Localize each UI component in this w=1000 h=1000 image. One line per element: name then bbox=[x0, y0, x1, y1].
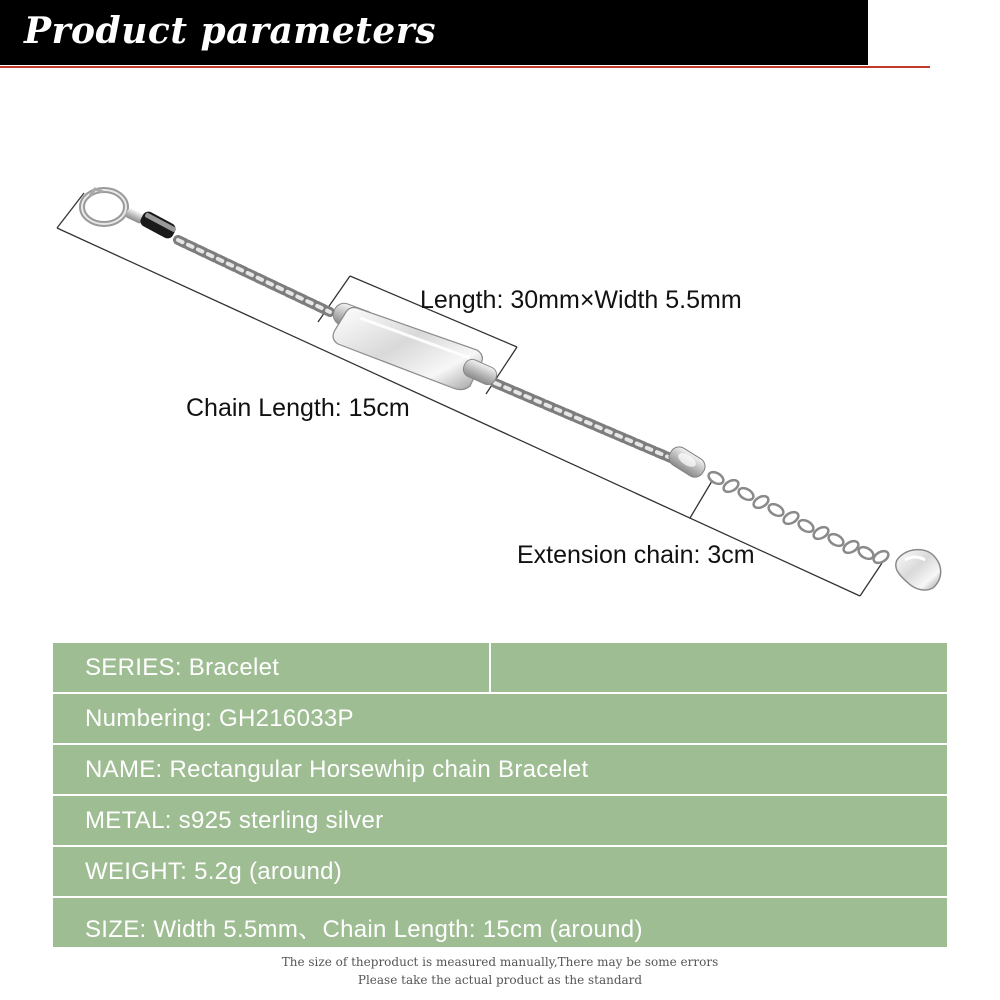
param-numbering: Numbering: GH216033P bbox=[85, 705, 354, 732]
extension-chain-label: Extension chain: 3cm bbox=[517, 541, 755, 569]
param-size: SIZE: Width 5.5mm、Chain Length: 15cm (around) bbox=[85, 916, 643, 943]
param-row-metal bbox=[53, 796, 947, 845]
param-metal: METAL: s925 sterling silver bbox=[85, 807, 384, 834]
param-row-numbering bbox=[53, 694, 947, 743]
dimension-lines bbox=[57, 193, 882, 596]
param-weight: WEIGHT: 5.2g (around) bbox=[85, 858, 343, 885]
param-row-name bbox=[53, 745, 947, 794]
param-row-series bbox=[53, 643, 947, 692]
heart-charm-icon bbox=[896, 550, 941, 590]
parameters-table bbox=[53, 643, 947, 949]
length-width-label: Length: 30mm×Width 5.5mm bbox=[420, 286, 742, 314]
param-row-size bbox=[53, 898, 947, 947]
param-series: SERIES: Bracelet bbox=[85, 654, 280, 681]
disclaimer-line-1: The size of theproduct is measured manually,There may be some errors bbox=[281, 955, 719, 969]
extension-connector bbox=[666, 443, 709, 480]
param-row-weight bbox=[53, 847, 947, 896]
chain-length-label: Chain Length: 15cm bbox=[186, 394, 410, 422]
disclaimer-line-2: Please take the actual product as the standard bbox=[357, 973, 643, 987]
lobster-clasp-icon bbox=[82, 189, 178, 241]
row-divider bbox=[489, 643, 491, 692]
page-title: Product parameters bbox=[24, 10, 437, 52]
param-name: NAME: Rectangular Horsewhip chain Bracelet bbox=[85, 756, 589, 783]
